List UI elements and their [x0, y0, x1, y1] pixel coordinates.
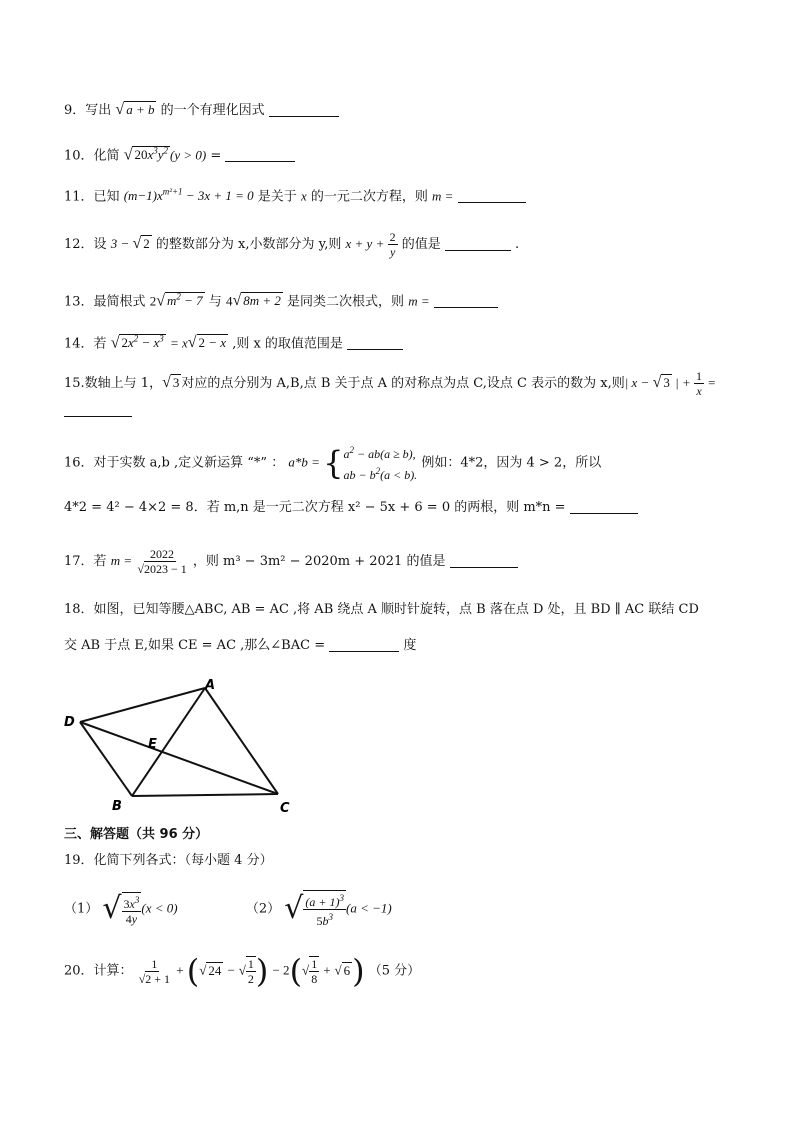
fraction-2022: $\frac{2022}{√2023 - 1}$ — [137, 547, 187, 576]
q12-number: 12．设 — [64, 237, 107, 252]
q17-number: 17．若 — [64, 554, 107, 569]
q9-number: 9．写出 — [64, 103, 112, 118]
q15-text: 对应的点分别为 A,B,点 B 关于点 A 的对称点为点 C,设点 C 表示的数为 x,则 — [181, 376, 625, 391]
sqrt-3: √ 3 — [162, 374, 180, 391]
segment-DB — [80, 722, 132, 796]
q18-line2a: 交 AB 于点 E,如果 CE = AC ,那么∠BAC = — [64, 638, 326, 653]
question-18-line2 — [64, 637, 416, 655]
fraction-3x3-over-4y: $\frac{3x^3}{4y}$ — [122, 892, 142, 926]
sqrt-2x2-minus-x3: √ $2x^2 - x^3$ — [110, 334, 164, 352]
question-9 — [64, 101, 339, 120]
question-16: 16．对于实数 a,b ,定义新运算 “*” ： a*b = { $a^2 - ab(a \ge b)$, ab − $b^2(a < b)$. 例如：4*2，因为 4 > 2，所以 — [64, 444, 602, 482]
question-11: 11．已知 $(m-1)x^{m^2+1} - 3x + 1 = 0$ 是关于 x 的一元二次方程，则 m = — [64, 183, 526, 206]
answer-blank-11[interactable] — [458, 188, 526, 203]
sqrt-a-plus-b: √ a + b — [115, 101, 155, 118]
q12-text: 的整数部分为 x,小数部分为 y,则 — [155, 237, 342, 252]
fraction-2-over-y: $\frac{2}{y}$ — [389, 230, 396, 259]
q18-line1: 18．如图，已知等腰△ABC, AB = AC ,将 AB 绕点 A 顺时针旋转，点 B 落在点 D 处，且 BD ∥ AC 联结 CD — [64, 602, 699, 617]
geometry-figure — [60, 676, 300, 816]
label-A: A — [205, 678, 216, 693]
fraction-1-over-x: $\frac{1}{x}$ — [696, 369, 702, 398]
q13-tail: 是同类二次根式，则 — [287, 294, 405, 310]
fraction-1-over-sqrt2-plus-1: $\frac{1}{√2 + 1}$ — [138, 956, 171, 986]
q12-tail: 的值是 — [401, 237, 441, 252]
answer-blank-17[interactable] — [450, 553, 518, 568]
q15-number: 15.数轴上与 1， — [64, 376, 163, 391]
answer-blank-14[interactable] — [347, 335, 403, 350]
answer-blank-12[interactable] — [445, 236, 511, 251]
q14-tail: ,则 x 的取值范围是 — [232, 336, 343, 352]
question-14: 14．若 √ $2x^2 - x^3 = x√$ 2 − x ,则 x 的取值范围是 — [64, 330, 403, 353]
sqrt-expression: √ $20x^3y^2$ — [123, 146, 169, 164]
question-13: 13．最简根式 2√ $m^2 - 7$ 与 4√ 8m + 2 是同类二次根式，则 m = — [64, 288, 498, 311]
q20-number: 20．计算： — [64, 963, 133, 979]
q16-number: 16．对于实数 a,b ,定义新运算 “*” ： — [64, 455, 285, 471]
segment-BC — [132, 794, 278, 796]
q11-mid: 是关于 — [257, 189, 297, 205]
q16-line2: 4*2 = 4² − 4×2 = 8．若 m,n 是一元二次方程 x² − 5x + 6 = 0 的两根，则 m*n = — [64, 500, 566, 515]
q17-tail: ，则 m³ − 3m² − 2020m + 2021 的值是 — [192, 554, 446, 569]
piecewise-definition: $a^2 - ab(a \ge b)$, ab − $b^2(a < b)$. — [343, 445, 418, 482]
label-D: D — [64, 715, 75, 730]
sqrt-m2-minus-7: √ $m^2 - 7$ — [156, 292, 203, 310]
answer-blank-15[interactable] — [64, 416, 132, 417]
sqrt-3-b: √ 3 — [652, 374, 670, 391]
answer-blank-18[interactable] — [329, 637, 399, 652]
answer-blank-16[interactable] — [570, 499, 638, 514]
q10-number: 10．化简 — [64, 148, 120, 164]
label-C: C — [280, 801, 290, 816]
question-17: 17．若 m = $\frac{2022}{√2023 - 1}$ ，则 m³ − 3m² − 2020m + 2021 的值是 — [64, 547, 518, 576]
label-B: B — [112, 799, 122, 814]
question-19-parts: （1） √ $\frac{3x^3}{4y}$ (x < 0) （2） √ $\frac{(a + 1)^3}{5b^3}$ (a < −1) — [64, 891, 392, 928]
q19-part1-label: （1） — [64, 901, 99, 917]
q13-number: 13．最简根式 — [64, 294, 146, 310]
q18-line2b: 度 — [403, 638, 417, 653]
question-12: 12．设 3 − √ 2 的整数部分为 x,小数部分为 y,则 x + y + $\frac{2}{y}$ 的值是 . — [64, 230, 520, 259]
answer-blank-10[interactable] — [225, 147, 295, 162]
question-20: 20．计算： $\frac{1}{√2 + 1}$ + (√ 24 − √ $\frac{1}{2}$ ) − 2(√ $\frac{1}{8}$ + √ 6) （5 分） — [64, 952, 421, 990]
segment-AC — [205, 688, 278, 794]
answer-blank-13[interactable] — [434, 293, 498, 308]
q14-number: 14．若 — [64, 336, 107, 352]
question-18 — [64, 601, 699, 619]
q13-mid: 与 — [208, 294, 222, 310]
question-19: 19．化简下列各式：（每小题 4 分） — [64, 853, 273, 868]
section-3-heading: 三、解答题（共 96 分） — [64, 827, 209, 842]
sqrt-2-minus-x: √ 2 − x — [187, 334, 227, 352]
q12-end: . — [515, 237, 520, 252]
q10-tail: = — [210, 148, 222, 164]
q11-tail: 的一元二次方程，则 — [310, 189, 428, 205]
question-15: 15.数轴上与 1，√ 3 对应的点分别为 A,B,点 B 关于点 A 的对称点为点 C,设点 C 表示的数为 x,则| x − √ 3 | + $\frac{1}{x}$ = — [64, 369, 717, 398]
q9-tail: 的一个有理化因式 — [160, 103, 265, 118]
answer-blank-9[interactable] — [269, 102, 339, 117]
q19-part2-label: （2） — [245, 901, 281, 917]
sqrt-8m-plus-2: √ 8m + 2 — [232, 292, 281, 310]
question-16-line2 — [64, 499, 638, 517]
q16-text1: 例如：4*2，因为 4 > 2，所以 — [421, 455, 602, 471]
question-10: 10．化简 √ $20x^3y^2$ (y > 0) = — [64, 142, 295, 165]
q20-score: （5 分） — [368, 963, 421, 979]
segment-DC — [80, 722, 278, 794]
sqrt-2: √ 2 — [132, 235, 150, 252]
q11-number: 11．已知 — [64, 189, 120, 205]
label-E: E — [148, 737, 157, 752]
fraction-a-plus-1-cubed: $\frac{(a + 1)^3}{5b^3}$ — [303, 890, 346, 928]
